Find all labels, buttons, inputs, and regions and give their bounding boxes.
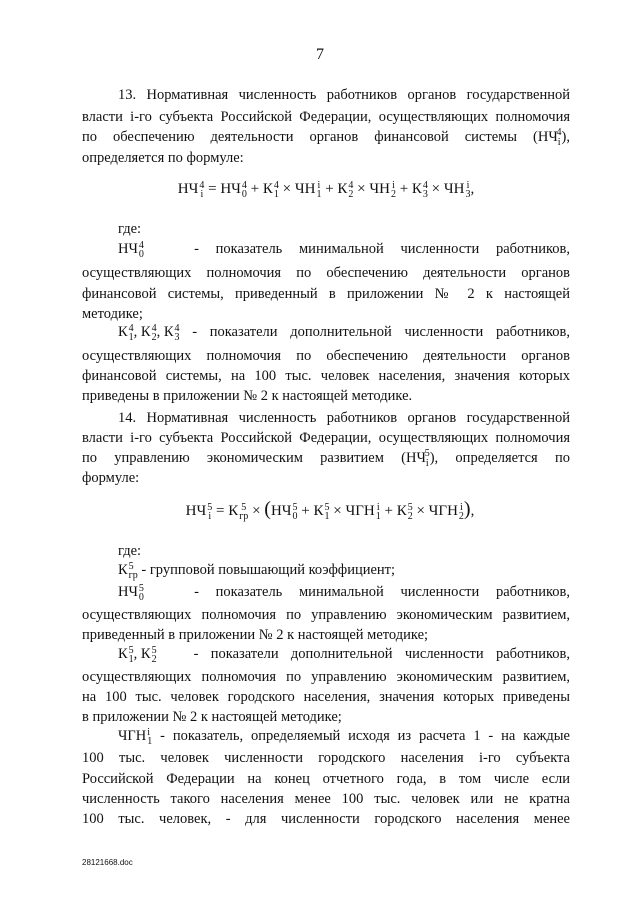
s14-def3-tail: - показатель, определяемый исходя из расчета 1 - на каждые [160,728,570,744]
s14-def2-line-3: в приложении № 2 к настоящей методике; [82,709,342,725]
s14-line-3 [82,449,570,467]
s14-def1-line-1: осуществляющих полномочия по управлению экономическим развитием, [82,607,570,623]
s13-def2-line-1: осуществляющих полномочия по обеспечению деятельности органов [82,348,570,364]
s14-def2-line-2: на 100 тыс. человек городского населения, значения которых приведены [82,689,570,705]
s13-def1-line-2: финансовой системы, приведенный в приложении № 2 к настоящей [82,286,570,302]
s14-def1-symbol: НЧ 5 0 [118,582,144,603]
s14-def3-line-2: Российской Федерации на конец отчетного года, в том числе если [82,771,570,787]
s13-def2-line-3: приведены в приложении № 2 к настоящей методике. [82,388,413,404]
formula-13: НЧ 4 i = НЧ 4 0 + К 4 1 × ЧН i 1 + К 4 2 × ЧН i 2 + К 4 3 × ЧН i 3 , [177,179,475,200]
s13-symbol: $(НЧ_i^4)$, [533,127,570,148]
s14-def0-head [118,561,570,580]
page-number: 7 [316,46,324,63]
s14-def1-line-2: приведенный в приложении № 2 к настоящей методике; [82,627,429,643]
s13-line-2: власти i-го субъекта Российской Федерации, осуществляющих полномочия [82,109,570,125]
s13-def2-head [118,323,570,342]
s13-def1-head [118,240,570,259]
s13-def1-line-3: методике; [82,306,143,322]
s14-line-4: формуле: [82,470,140,486]
s14-line-2: власти i-го субъекта Российской Федерации, осуществляющих полномочия [82,430,570,446]
formula-14: НЧ 5 i = К 5 гр × (НЧ 5 0 + К 5 1 × ЧГН i 1 + К 5 2 × ЧГН i 2 ), [185,498,475,522]
s14-symbol: $(НЧ_i^5)$ [401,448,435,469]
s14-line-3-tail: , определяется по [434,450,570,466]
s14-def3-head [118,727,570,746]
s14-def3-line-4: 100 тыс. человек, - для численности городского населения менее [82,811,570,827]
s14-line-3-text: по управлению экономическим развитием [82,450,384,466]
s13-line-3 [82,128,570,146]
s14-def2-symbol: К 5 1 , К 5 2 [118,644,157,665]
s14-def0-symbol: К 5 гр [118,560,138,581]
s14-line-1: 14. Нормативная численность работников органов государственной [118,410,570,426]
s13-def1-line-1: осуществляющих полномочия по обеспечению деятельности органов [82,265,570,281]
s14-where: где: [118,543,142,559]
s13-line-4: определяется по формуле: [82,150,244,166]
s13-def1-tail: - показатель минимальной численности работников, [194,241,570,257]
footer-filename: 28121668.doc [82,858,133,867]
s14-def3-line-1: 100 тыс. человек численности городского населения i-го субъекта [82,750,570,766]
s14-def0-tail: - групповой повышающий коэффициент; [141,562,396,578]
s14-def2-head [118,645,570,664]
s13-def2-line-2: финансовой системы, на 100 тыс. человек населения, значения которых [82,368,570,384]
s13-def2-tail: - показатели дополнительной численности работников, [192,324,570,340]
s13-line-3-text: по обеспечению деятельности органов финансовой системы [82,129,518,145]
s13-line-1: 13. Нормативная численность работников органов государственной [118,87,570,103]
s13-def1-symbol: НЧ 4 0 [118,239,144,260]
s14-def3-line-3: численность такого населения менее 100 тыс. человек или не кратна [82,791,570,807]
s14-def3-symbol: ЧГН i 1 [118,726,153,747]
s14-def1-head [118,583,570,602]
s13-def2-symbol: К 4 1 , К 4 2 , К 4 3 [118,322,180,343]
s13-where: где: [118,221,142,237]
s14-def2-tail: - показатели дополнительной численности работников, [193,646,570,662]
s14-def2-line-1: осуществляющих полномочия по управлению экономическим развитием, [82,669,570,685]
s14-def1-tail: - показатель минимальной численности работников, [194,584,570,600]
